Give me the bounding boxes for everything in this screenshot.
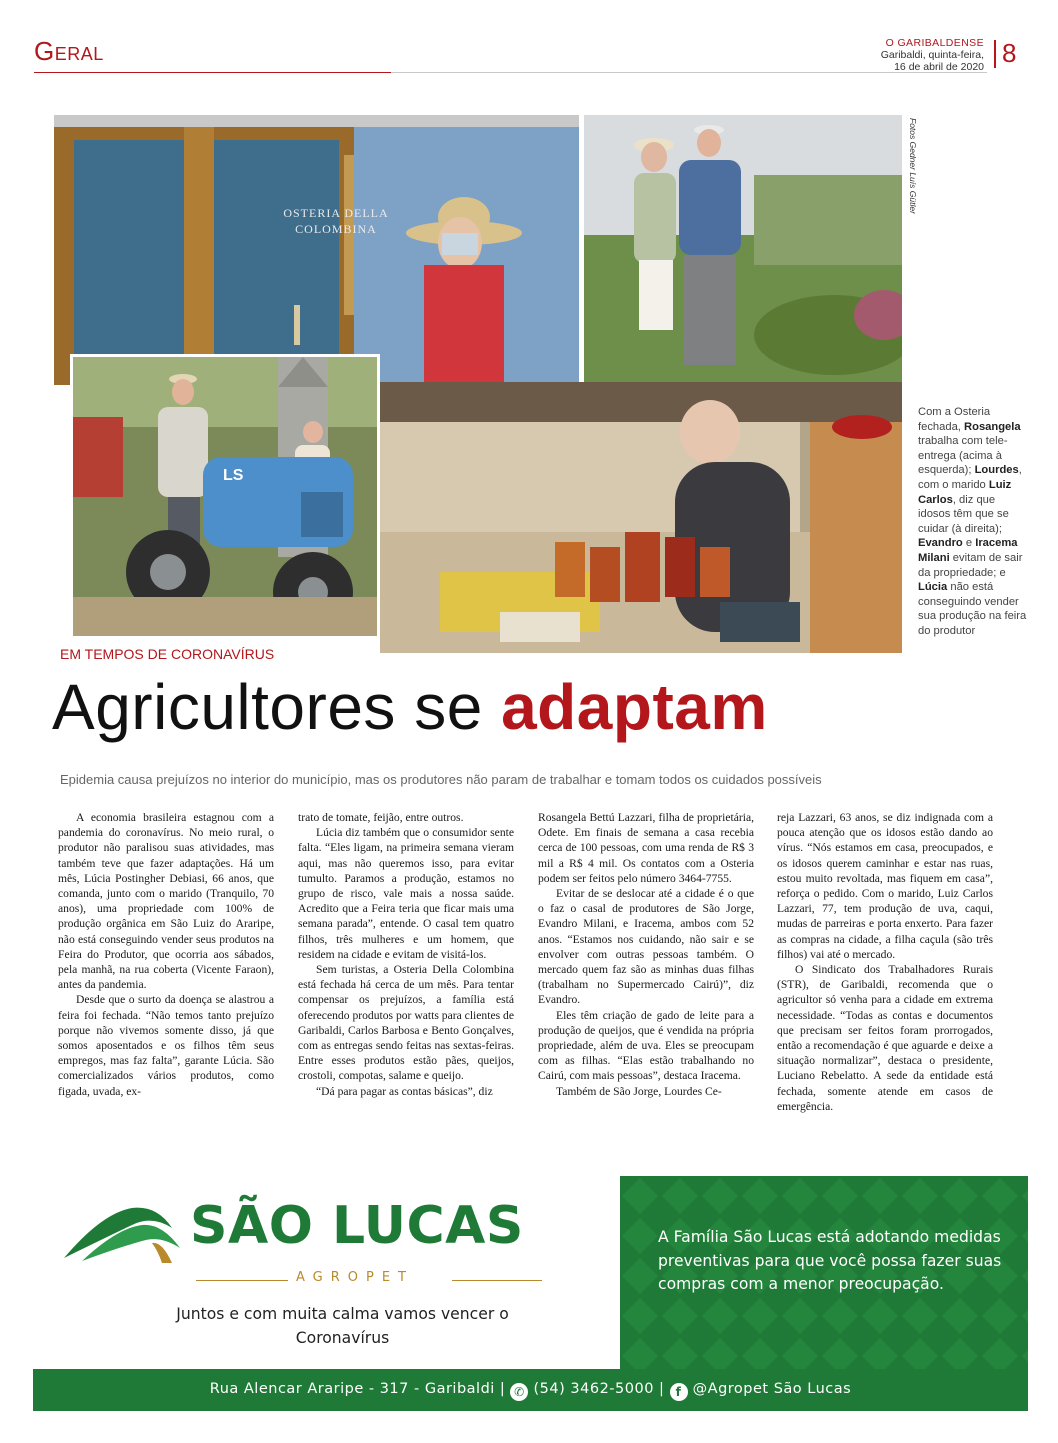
caption-name-2: Lourdes [974, 464, 1019, 477]
paragraph: Sem turistas, a Osteria Della Colombina está fechada há cerca de um mês. Para tentar compensar os prejuízos, a família está oferecendo produtos por watts para clientes de Garibaldi, Carlos Barbosa e Bento Gonçalves, com as entregas sendo feitas nas sextas-feiras. Entre esses produtos estão pães, queijos, crostoli, compotas, salame e queijo. [298, 963, 514, 1083]
headline-black: Agricultores se [52, 671, 483, 743]
paragraph: “Dá para pagar as contas básicas”, diz [316, 1084, 493, 1098]
page-number-separator [994, 40, 996, 68]
headline-red: adaptam [501, 671, 768, 743]
ad-message: A Família São Lucas está adotando medidas preventivas para que você possa fazer suas compras com a menor preocupação. [658, 1228, 1002, 1293]
ad-green-panel [620, 1176, 1028, 1369]
issue-date-line2: 16 de abril de 2020 [894, 61, 984, 73]
paragraph: trato de tomate, feijão, entre outros. [298, 811, 464, 824]
tractor-badge: LS [223, 467, 244, 484]
newspaper-name: O GARIBALDENSE [885, 37, 984, 49]
osteria-door-sign: OSTERIA DELLA COLOMBINA [283, 206, 389, 236]
article-headline [52, 665, 768, 749]
ad-social[interactable]: @Agropet São Lucas [692, 1381, 852, 1397]
footer-separator: | [499, 1381, 511, 1397]
article-column-1 [58, 810, 274, 1099]
page-number: 8 [1002, 38, 1017, 68]
article-subhead: Epidemia causa prejuízos no interior do município, mas os produtores não param de trabalhar e tomam todos os cuidados possíveis [60, 772, 822, 787]
caption-name-3: Luiz Carlos [918, 478, 1012, 506]
paragraph: O Sindicato dos Trabalhadores Rurais (STR), de Garibaldi, recomenda que o agricultor só venha para a cidade em extrema necessidade. “Todas as contas e documentos que precisam ser feitos foram prorrogados, então a recomendação é que aguarde e deixe a situação normalizar”, destaca o presidente, Luciano Rebelatto. A sede da entidade está fechada, somente atende em casos de emergência. [777, 963, 993, 1113]
brand-rule-right [452, 1280, 542, 1281]
facebook-icon: f [670, 1383, 688, 1401]
ad-footer-contacts [33, 1381, 1028, 1401]
issue-date [854, 49, 984, 73]
paragraph: Também de São Jorge, Lourdes Ce- [556, 1084, 722, 1098]
paragraph: Rosangela Bettú Lazzari, filha de proprietária, Odete. Em finais de semana a casa recebia cerca de 100 pessoas, com uma renda de R$ 3 mil a R$ 4 mil. Os contatos com a Osteria podem ser feitos pelo número 3464-7755. [538, 811, 754, 885]
paragraph: Eles têm criação de gado de leite para a produção de queijos, que é vendida na própria propriedade, além de uva. Eles se preocupam com as filhas. “Elas estão trabalhando no Cairú, com mais pessoas”, destaca Iracema. [538, 1008, 754, 1083]
paragraph: Evitar de se deslocar até a cidade é o que o faz o casal de produtores de São Jorge, Evandro Milani, e Iracema, ambos com 52 anos. “Estamos nos cuidando, não sair e se envolver com outras pessoas também. O mercado quem faz são as minhas duas filhas (trabalham no Supermercado Cairú)”, diz Evandro. [538, 887, 754, 1007]
caption-text-3: , com o marido [918, 464, 1022, 491]
brand-name: SÃO LUCAS [190, 1196, 524, 1256]
photo-credit: Fotos Gedner Luís Gütler [908, 118, 918, 214]
phone-icon: ✆ [510, 1383, 528, 1401]
paragraph: Desde que o surto da doença se alastrou a feira foi fechada. “Não temos tanto prejuízo porque não vivemos somente disso, já que somos aposentados e os filhos têm seus empregos, mas faz falta”, garante Lúcia. São comercializados vários produtos, como figada, uvada, ex- [58, 993, 274, 1098]
photo-couple-garden [584, 115, 902, 382]
ad-phone[interactable]: (54) 3462-5000 [533, 1381, 654, 1397]
article-column-4 [777, 810, 993, 1114]
footer-separator: | [659, 1381, 670, 1397]
section-title: Geral [34, 36, 104, 66]
paragraph: Lúcia diz também que o consumidor sente falta. “Eles ligam, na primeira semana vieram aqui, mas não queremos isso, para evitar tumulto. Paramos a produção, estamos no grupo de risco, vale mais a nossa saúde. Acredito que a Feira teria que ficar mais uma semana parada”, entende. O casal tem quatro filhos, três mulheres e um homem, que residem na cidade e evitam de visitá-los. [298, 826, 514, 961]
caption-text-4: , diz que idosos têm que se cuidar (à direita); [918, 493, 1009, 535]
photo-kitchen-lucia [380, 382, 902, 653]
caption-name-4: Evandro [918, 537, 963, 550]
caption-text-7: não está conseguindo vender sua produção na feira do produtor [918, 581, 1027, 637]
caption-text-2: trabalha com tele-entrega (acima à esquerda); [918, 435, 1008, 477]
ad-slogan-line2: Coronavírus [295, 1329, 390, 1347]
article-column-3 [538, 810, 754, 1099]
paragraph: A economia brasileira estagnou com a pandemia do coronavírus. No meio rural, o produtor não paralisou suas atividades, mas também teve que fazer adaptações. Há um mês, Lúcia Postingher Debiasi, 66 anos, que comanda, junto com o marido (Tranquilo, 70 anos), uma propriedade com 100% de produção orgânica em São Luiz do Araripe, não está conseguindo vender seus produtos na Feira do Produtor, que ocorria aos sábados, pela manhã, na rua coberta (Vicente Faraon), antes da pandemia. [58, 811, 274, 992]
photo-tractor [70, 354, 380, 639]
caption-text-6: evitam de sair da propriedade; e [918, 551, 1023, 579]
ad-address: Rua Alencar Araripe - 317 - Garibaldi [209, 1381, 495, 1397]
header-rule [34, 72, 391, 73]
brand-rule-left [196, 1280, 288, 1281]
caption-text-5: e [962, 537, 976, 550]
sao-lucas-logo-icon [62, 1203, 187, 1265]
photo-osteria-door [54, 115, 579, 385]
caption-name-5: Iracema Milani [918, 537, 1018, 564]
brand-subtitle: AGROPET [296, 1270, 414, 1285]
photo-caption [918, 405, 1030, 639]
caption-text-1: Com a Osteria fechada, [918, 406, 991, 433]
ad-slogan-line1: Juntos e com muita calma vamos vencer o [176, 1305, 509, 1323]
issue-date-line1: Garibaldi, quinta-feira, [880, 49, 984, 61]
paragraph: reja Lazzari, 63 anos, se diz indignada com a pouca atenção que os idosos estão dando ao vírus. “Nós estamos em casa, preocupados, e os idosos querem caminhar e estar nas ruas, estou muito revoltada, mas fiquem em casa”, reforça o pedido. Com o marido, Luiz Carlos Lazzari, 77, tem produção de uva, caqui, mudas de parreiras e porta enxerto. Para fazer as compras na cidade, a filha caçula (são três filhos) vai até o mercado. [777, 811, 993, 961]
caption-name-6: Lúcia [918, 581, 948, 594]
ad-slogan [70, 1302, 615, 1350]
article-column-2 [298, 810, 514, 1099]
caption-name-1: Rosangela [964, 420, 1021, 433]
article-kicker: EM TEMPOS DE CORONAVÍRUS [60, 646, 275, 662]
